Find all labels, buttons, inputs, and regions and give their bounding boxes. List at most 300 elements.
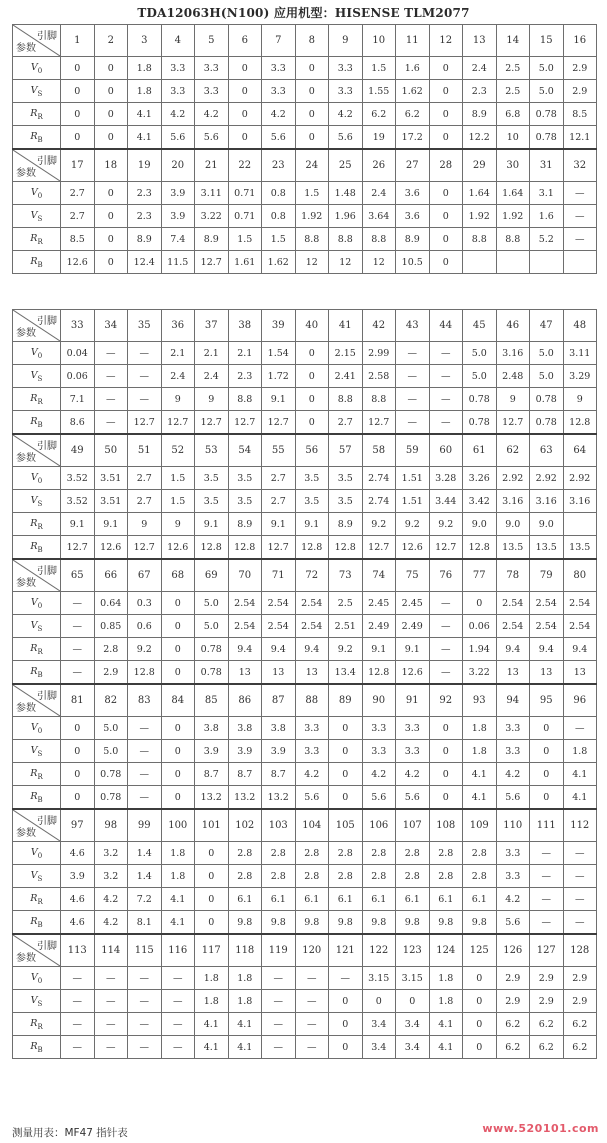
- value-cell: 1.8: [195, 990, 229, 1013]
- value-cell: 2.8: [396, 842, 430, 865]
- value-cell: 13.5: [496, 536, 530, 560]
- value-cell: 5.6: [295, 786, 329, 810]
- header-corner-cell: [13, 559, 61, 592]
- pin-header-label: 引脚: [37, 316, 57, 327]
- value-cell: —: [94, 1036, 128, 1059]
- value-cell: 2.54: [496, 592, 530, 615]
- value-cell: 2.54: [295, 615, 329, 638]
- value-cell: —: [429, 592, 463, 615]
- value-cell: 2.9: [530, 967, 564, 990]
- header-corner-cell: [13, 149, 61, 182]
- value-cell: 12.7: [362, 411, 396, 435]
- value-cell: —: [61, 990, 95, 1013]
- value-cell: —: [295, 967, 329, 990]
- value-cell: 11.5: [161, 251, 195, 274]
- value-cell: 8.9: [329, 513, 363, 536]
- value-cell: 4.2: [295, 763, 329, 786]
- pin-number-cell: 109: [463, 809, 497, 842]
- value-cell: 0: [295, 126, 329, 150]
- value-cell: 9.2: [396, 513, 430, 536]
- value-row: [13, 638, 597, 661]
- value-cell: 3.2: [94, 865, 128, 888]
- pin-number-cell: 124: [429, 934, 463, 967]
- value-cell: —: [94, 411, 128, 435]
- param-label-cell: $R_B$: [13, 911, 61, 935]
- value-cell: —: [61, 615, 95, 638]
- value-cell: 9.8: [262, 911, 296, 935]
- value-cell: 2.5: [496, 80, 530, 103]
- value-cell: 12.1: [563, 126, 597, 150]
- value-cell: 2.8: [228, 865, 262, 888]
- param-label-cell: $V_0$: [13, 182, 61, 205]
- value-cell: —: [429, 411, 463, 435]
- value-cell: 9.1: [94, 513, 128, 536]
- value-cell: 4.1: [463, 786, 497, 810]
- value-row: [13, 763, 597, 786]
- pin-number-cell: 42: [362, 310, 396, 342]
- value-cell: 4.1: [228, 1036, 262, 1059]
- value-cell: 12.6: [396, 536, 430, 560]
- value-cell: —: [262, 967, 296, 990]
- value-cell: 2.8: [463, 842, 497, 865]
- value-cell: 1.8: [429, 990, 463, 1013]
- value-cell: 5.0: [530, 342, 564, 365]
- pin-number-cell: 125: [463, 934, 497, 967]
- value-cell: 2.9: [563, 990, 597, 1013]
- pin-number-cell: 6: [228, 25, 262, 57]
- value-cell: 6.2: [362, 103, 396, 126]
- value-cell: —: [161, 1036, 195, 1059]
- param-label-cell: $R_B$: [13, 536, 61, 560]
- value-cell: 2.54: [563, 615, 597, 638]
- pin-number-cell: 94: [496, 684, 530, 717]
- pin-number-cell: 20: [161, 149, 195, 182]
- value-cell: 2.8: [396, 865, 430, 888]
- param-label-cell: $R_B$: [13, 251, 61, 274]
- pin-number-cell: 15: [530, 25, 564, 57]
- value-row: [13, 57, 597, 80]
- value-cell: 3.3: [262, 80, 296, 103]
- param-header-label: 参数: [16, 43, 36, 54]
- value-cell: 1.5: [295, 182, 329, 205]
- value-cell: 5.0: [94, 740, 128, 763]
- value-cell: 3.3: [496, 865, 530, 888]
- value-cell: 0: [295, 342, 329, 365]
- pin-number-row: [13, 25, 597, 57]
- value-cell: 9.4: [496, 638, 530, 661]
- pin-number-cell: 101: [195, 809, 229, 842]
- value-cell: 3.5: [295, 467, 329, 490]
- value-cell: —: [61, 592, 95, 615]
- value-cell: 2.48: [496, 365, 530, 388]
- value-cell: 3.9: [195, 740, 229, 763]
- value-cell: 0.78: [530, 411, 564, 435]
- value-cell: 4.2: [496, 763, 530, 786]
- value-cell: 2.54: [563, 592, 597, 615]
- value-cell: 1.64: [496, 182, 530, 205]
- value-row: [13, 342, 597, 365]
- value-cell: —: [128, 1036, 162, 1059]
- param-header-label: 参数: [16, 828, 36, 839]
- pin-number-cell: 112: [563, 809, 597, 842]
- value-cell: 9.4: [295, 638, 329, 661]
- pin-number-cell: 104: [295, 809, 329, 842]
- value-cell: 0: [61, 126, 95, 150]
- value-cell: 0: [463, 1036, 497, 1059]
- pin-number-cell: 12: [429, 25, 463, 57]
- pin-number-cell: 53: [195, 434, 229, 467]
- value-cell: 0: [530, 740, 564, 763]
- value-cell: 9.4: [563, 638, 597, 661]
- value-cell: 6.1: [396, 888, 430, 911]
- value-cell: 0: [94, 103, 128, 126]
- pin-number-cell: 40: [295, 310, 329, 342]
- value-cell: 4.1: [429, 1036, 463, 1059]
- value-cell: 12.7: [262, 411, 296, 435]
- value-cell: 6.2: [563, 1013, 597, 1036]
- value-cell: 4.1: [161, 888, 195, 911]
- value-cell: 3.4: [396, 1013, 430, 1036]
- value-cell: 1.8: [429, 967, 463, 990]
- value-cell: 3.8: [195, 717, 229, 740]
- value-cell: 0: [295, 411, 329, 435]
- value-cell: 8.5: [563, 103, 597, 126]
- value-cell: 2.54: [228, 615, 262, 638]
- value-cell: 1.8: [228, 967, 262, 990]
- value-cell: 4.1: [563, 763, 597, 786]
- value-cell: 2.9: [496, 967, 530, 990]
- pin-number-cell: 7: [262, 25, 296, 57]
- value-cell: 3.3: [362, 717, 396, 740]
- pin-number-cell: 123: [396, 934, 430, 967]
- value-cell: 13: [295, 661, 329, 685]
- footer-note: 测量用表：MF47 指针表: [12, 1127, 128, 1139]
- value-cell: 2.1: [161, 342, 195, 365]
- param-label-cell: $R_R$: [13, 513, 61, 536]
- value-row: [13, 1036, 597, 1059]
- value-cell: 4.1: [463, 763, 497, 786]
- value-cell: 6.1: [429, 888, 463, 911]
- value-cell: 8.9: [228, 513, 262, 536]
- value-row: [13, 740, 597, 763]
- value-cell: 8.8: [362, 388, 396, 411]
- value-cell: 8.7: [262, 763, 296, 786]
- value-cell: —: [262, 990, 296, 1013]
- value-cell: 3.51: [94, 490, 128, 513]
- header-corner-cell: [13, 434, 61, 467]
- param-label-cell: $V_0$: [13, 717, 61, 740]
- value-cell: 0: [329, 990, 363, 1013]
- value-cell: 0: [61, 717, 95, 740]
- value-cell: —: [61, 638, 95, 661]
- pin-number-cell: 70: [228, 559, 262, 592]
- pin-number-cell: 64: [563, 434, 597, 467]
- value-cell: 9.1: [195, 513, 229, 536]
- value-row: [13, 182, 597, 205]
- value-cell: —: [563, 182, 597, 205]
- value-cell: 0: [429, 80, 463, 103]
- pin-number-cell: 110: [496, 809, 530, 842]
- value-cell: —: [563, 888, 597, 911]
- value-cell: 9: [563, 388, 597, 411]
- value-cell: 0: [161, 717, 195, 740]
- value-cell: 1.5: [362, 57, 396, 80]
- pin-number-cell: 102: [228, 809, 262, 842]
- value-cell: 3.15: [396, 967, 430, 990]
- value-cell: 2.8: [329, 842, 363, 865]
- value-cell: 12.7: [262, 536, 296, 560]
- value-cell: 3.3: [329, 80, 363, 103]
- value-cell: 9.0: [530, 513, 564, 536]
- value-cell: 0: [195, 911, 229, 935]
- pin-number-cell: 35: [128, 310, 162, 342]
- value-cell: 2.15: [329, 342, 363, 365]
- value-cell: 3.5: [329, 490, 363, 513]
- value-cell: 12.7: [128, 411, 162, 435]
- pin-number-cell: 51: [128, 434, 162, 467]
- value-cell: 3.16: [496, 490, 530, 513]
- pin-number-cell: 19: [128, 149, 162, 182]
- value-cell: 2.5: [329, 592, 363, 615]
- value-cell: 1.4: [128, 842, 162, 865]
- value-cell: 2.8: [362, 865, 396, 888]
- value-cell: 2.58: [362, 365, 396, 388]
- value-cell: 9.8: [295, 911, 329, 935]
- pin-number-cell: 50: [94, 434, 128, 467]
- value-cell: [463, 251, 497, 274]
- value-cell: 0.78: [530, 388, 564, 411]
- value-cell: 1.8: [161, 842, 195, 865]
- value-cell: 2.54: [262, 615, 296, 638]
- value-cell: —: [396, 388, 430, 411]
- value-cell: 3.29: [563, 365, 597, 388]
- value-cell: —: [429, 638, 463, 661]
- value-row: [13, 388, 597, 411]
- value-cell: 1.48: [329, 182, 363, 205]
- value-cell: —: [396, 411, 430, 435]
- pin-number-cell: 47: [530, 310, 564, 342]
- value-cell: 0: [94, 126, 128, 150]
- value-cell: 3.3: [161, 80, 195, 103]
- page-title: TDA12063H(N100) 应用机型：HISENSE TLM2077: [137, 6, 470, 20]
- value-cell: 8.9: [195, 228, 229, 251]
- value-cell: 9.8: [429, 911, 463, 935]
- value-cell: 1.55: [362, 80, 396, 103]
- value-cell: 0: [329, 763, 363, 786]
- value-cell: 0: [195, 842, 229, 865]
- param-header-label: 参数: [16, 703, 36, 714]
- pin-number-cell: 23: [262, 149, 296, 182]
- value-cell: 2.9: [563, 967, 597, 990]
- value-row: [13, 786, 597, 810]
- param-label-cell: $V_S$: [13, 365, 61, 388]
- value-cell: 0: [94, 57, 128, 80]
- value-cell: 2.92: [563, 467, 597, 490]
- pin-number-cell: 81: [61, 684, 95, 717]
- value-cell: 0: [530, 763, 564, 786]
- value-cell: —: [429, 661, 463, 685]
- value-cell: 2.41: [329, 365, 363, 388]
- pin-number-cell: 80: [563, 559, 597, 592]
- value-cell: 0.78: [530, 126, 564, 150]
- value-row: [13, 865, 597, 888]
- value-cell: 3.3: [496, 717, 530, 740]
- param-label-cell: $R_B$: [13, 411, 61, 435]
- value-cell: 3.3: [396, 717, 430, 740]
- value-cell: —: [128, 1013, 162, 1036]
- value-cell: 0: [429, 57, 463, 80]
- value-cell: 12.6: [396, 661, 430, 685]
- value-cell: 4.6: [61, 842, 95, 865]
- value-cell: 5.6: [195, 126, 229, 150]
- value-cell: 2.54: [530, 615, 564, 638]
- value-cell: 5.6: [262, 126, 296, 150]
- value-cell: 12.8: [362, 661, 396, 685]
- value-cell: 0: [228, 57, 262, 80]
- value-row: [13, 365, 597, 388]
- value-cell: 8.1: [128, 911, 162, 935]
- value-cell: —: [128, 990, 162, 1013]
- pin-number-cell: 90: [362, 684, 396, 717]
- value-cell: 0.8: [262, 205, 296, 228]
- value-cell: 2.8: [262, 865, 296, 888]
- value-cell: 2.9: [563, 57, 597, 80]
- param-label-cell: $V_S$: [13, 80, 61, 103]
- pin-number-cell: 128: [563, 934, 597, 967]
- value-cell: 1.8: [128, 80, 162, 103]
- pin-number-cell: 16: [563, 25, 597, 57]
- value-cell: 3.4: [396, 1036, 430, 1059]
- value-cell: 0.85: [94, 615, 128, 638]
- pin-number-row: [13, 559, 597, 592]
- value-cell: 0.78: [463, 388, 497, 411]
- value-cell: 0: [61, 80, 95, 103]
- value-row: [13, 467, 597, 490]
- value-cell: 9: [161, 388, 195, 411]
- value-cell: 1.8: [228, 990, 262, 1013]
- value-cell: 13.5: [563, 536, 597, 560]
- pin-number-cell: 59: [396, 434, 430, 467]
- pin-number-cell: 87: [262, 684, 296, 717]
- value-cell: 8.8: [496, 228, 530, 251]
- pin-number-cell: 88: [295, 684, 329, 717]
- param-header-label: 参数: [16, 953, 36, 964]
- value-cell: 1.4: [128, 865, 162, 888]
- param-label-cell: $V_0$: [13, 967, 61, 990]
- value-cell: 9.2: [362, 513, 396, 536]
- value-cell: 8.9: [396, 228, 430, 251]
- value-cell: 0.78: [94, 786, 128, 810]
- value-cell: 10.5: [396, 251, 430, 274]
- param-label-cell: $V_S$: [13, 865, 61, 888]
- value-row: [13, 888, 597, 911]
- watermark-text: www.520101.com: [482, 1122, 599, 1135]
- value-cell: [496, 251, 530, 274]
- value-cell: —: [128, 786, 162, 810]
- value-cell: —: [295, 1013, 329, 1036]
- pin-number-cell: 11: [396, 25, 430, 57]
- pin-number-cell: 65: [61, 559, 95, 592]
- pin-number-cell: 21: [195, 149, 229, 182]
- value-cell: 5.6: [496, 786, 530, 810]
- pin-number-cell: 34: [94, 310, 128, 342]
- value-row: [13, 615, 597, 638]
- pin-number-cell: 106: [362, 809, 396, 842]
- value-cell: —: [563, 717, 597, 740]
- value-cell: 5.0: [463, 342, 497, 365]
- value-cell: 9.4: [530, 638, 564, 661]
- value-cell: 9.1: [396, 638, 430, 661]
- value-cell: 1.92: [463, 205, 497, 228]
- value-cell: 0: [429, 205, 463, 228]
- pin-number-cell: 28: [429, 149, 463, 182]
- pin-number-cell: 55: [262, 434, 296, 467]
- value-cell: 2.7: [262, 490, 296, 513]
- value-cell: 0: [429, 786, 463, 810]
- pin-number-cell: 9: [329, 25, 363, 57]
- value-cell: 12.8: [563, 411, 597, 435]
- value-cell: 3.42: [463, 490, 497, 513]
- param-label-cell: $V_S$: [13, 990, 61, 1013]
- value-cell: 4.1: [195, 1013, 229, 1036]
- value-cell: 12.7: [61, 536, 95, 560]
- value-cell: 0.78: [530, 103, 564, 126]
- value-cell: 3.52: [61, 490, 95, 513]
- header-corner-cell: [13, 934, 61, 967]
- value-cell: 3.3: [396, 740, 430, 763]
- value-cell: 9.8: [396, 911, 430, 935]
- value-cell: 0.64: [94, 592, 128, 615]
- value-cell: 9.8: [228, 911, 262, 935]
- pin-number-cell: 2: [94, 25, 128, 57]
- value-cell: —: [563, 865, 597, 888]
- pin-number-cell: 61: [463, 434, 497, 467]
- pin-number-cell: 85: [195, 684, 229, 717]
- value-cell: 0: [329, 740, 363, 763]
- value-cell: —: [94, 1013, 128, 1036]
- value-cell: —: [429, 388, 463, 411]
- value-cell: 1.8: [128, 57, 162, 80]
- value-cell: 2.74: [362, 467, 396, 490]
- value-cell: 9.2: [329, 638, 363, 661]
- value-cell: 2.99: [362, 342, 396, 365]
- value-cell: 3.16: [496, 342, 530, 365]
- pin-number-cell: 72: [295, 559, 329, 592]
- value-cell: 0: [396, 990, 430, 1013]
- value-cell: 1.8: [161, 865, 195, 888]
- pin-number-cell: 115: [128, 934, 162, 967]
- value-cell: 0: [463, 967, 497, 990]
- value-cell: 9: [496, 388, 530, 411]
- value-cell: 4.1: [228, 1013, 262, 1036]
- pin-number-cell: 63: [530, 434, 564, 467]
- pin-number-row: [13, 149, 597, 182]
- value-cell: 12.8: [195, 536, 229, 560]
- param-label-cell: $V_S$: [13, 490, 61, 513]
- pin-number-cell: 27: [396, 149, 430, 182]
- value-cell: 2.45: [396, 592, 430, 615]
- pin-number-cell: 99: [128, 809, 162, 842]
- value-cell: 3.52: [61, 467, 95, 490]
- pin-header-label: 引脚: [37, 816, 57, 827]
- value-cell: 9.1: [362, 638, 396, 661]
- value-cell: 0: [429, 126, 463, 150]
- value-cell: —: [429, 615, 463, 638]
- pin-number-cell: 57: [329, 434, 363, 467]
- value-cell: 13: [530, 661, 564, 685]
- param-label-cell: $V_S$: [13, 615, 61, 638]
- pin-number-cell: 17: [61, 149, 95, 182]
